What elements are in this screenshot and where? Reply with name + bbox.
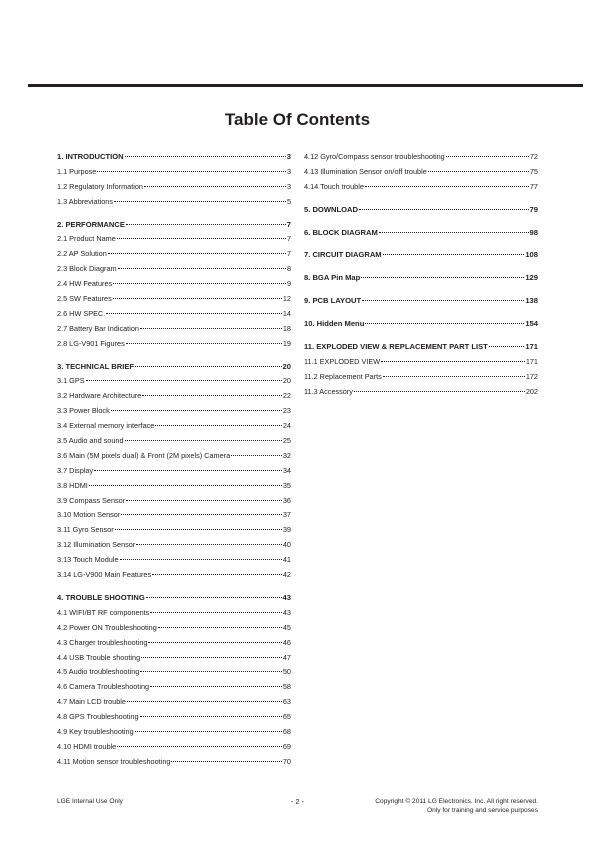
toc-entry-page: 7 bbox=[286, 234, 291, 244]
toc-entry-page: 3 bbox=[286, 166, 291, 176]
toc-subsection-entry[interactable] bbox=[57, 695, 291, 710]
dot-leader bbox=[489, 346, 525, 347]
toc-subsection-entry[interactable] bbox=[57, 449, 291, 464]
toc-entry-label: 2.1 Product Name bbox=[57, 234, 116, 244]
dot-leader bbox=[359, 209, 529, 210]
toc-subsection-entry[interactable] bbox=[57, 710, 291, 725]
toc-entry-page: 8 bbox=[286, 264, 291, 274]
toc-subsection-entry[interactable] bbox=[57, 232, 291, 247]
dot-leader bbox=[365, 323, 524, 324]
toc-entry-label: 9. PCB LAYOUT bbox=[304, 296, 362, 306]
toc-entry-page: 108 bbox=[525, 250, 538, 260]
toc-left-column bbox=[57, 150, 291, 770]
toc-entry-label: 4.4 USB Trouble shooting bbox=[57, 652, 141, 662]
toc-entry-label: 4.5 Audio troubleshooting bbox=[57, 667, 140, 677]
toc-entry-label: 2.5 SW Features bbox=[57, 294, 112, 304]
toc-subsection-entry[interactable] bbox=[57, 374, 291, 389]
dot-leader bbox=[231, 455, 282, 456]
toc-entry-label: 11.1 EXPLODED VIEW bbox=[304, 356, 381, 366]
footer-copyright bbox=[375, 797, 538, 815]
toc-subsection-entry[interactable] bbox=[304, 150, 538, 165]
toc-section-entry[interactable] bbox=[57, 150, 291, 165]
dot-leader bbox=[381, 361, 525, 362]
dot-leader bbox=[150, 686, 282, 687]
toc-entry-page: 5 bbox=[286, 196, 291, 206]
toc-entry-page: 35 bbox=[282, 480, 291, 490]
toc-subsection-entry[interactable] bbox=[57, 508, 291, 523]
toc-entry-page: 3 bbox=[286, 181, 291, 191]
toc-entry-label: 3.1 GPS bbox=[57, 376, 85, 386]
dot-leader bbox=[117, 746, 282, 747]
toc-entry-page: 202 bbox=[525, 386, 538, 396]
dot-leader bbox=[135, 366, 281, 367]
dot-leader bbox=[89, 485, 282, 486]
toc-subsection-entry[interactable] bbox=[57, 725, 291, 740]
toc-entry-page: 63 bbox=[282, 697, 291, 707]
toc-entry-page: 34 bbox=[282, 465, 291, 475]
dot-leader bbox=[383, 376, 525, 377]
toc-subsection-entry[interactable] bbox=[57, 337, 291, 352]
toc-entry-page: 20 bbox=[282, 361, 291, 371]
dot-leader bbox=[354, 391, 525, 392]
toc-subsection-entry[interactable] bbox=[57, 740, 291, 755]
dot-leader bbox=[125, 156, 286, 157]
toc-entry-label: 2.6 HW SPEC. bbox=[57, 308, 106, 318]
toc-entry-page: 46 bbox=[282, 637, 291, 647]
toc-entry-page: 40 bbox=[282, 540, 291, 550]
dot-leader bbox=[155, 425, 282, 426]
toc-entry-label: 3.4 External memory interface bbox=[57, 421, 155, 431]
toc-subsection-entry[interactable] bbox=[57, 636, 291, 651]
toc-entry-label: 4.14 Touch trouble bbox=[304, 181, 364, 191]
dot-leader bbox=[94, 470, 282, 471]
dot-leader bbox=[97, 171, 286, 172]
toc-entry-label: 4.13 Illumination Sensor on/off trouble bbox=[304, 166, 427, 176]
toc-entry-page: 172 bbox=[525, 371, 538, 381]
toc-subsection-entry[interactable] bbox=[57, 651, 291, 666]
toc-entry-page: 41 bbox=[282, 555, 291, 565]
toc-entry-label: 1.3 Abbreviations bbox=[57, 196, 113, 206]
toc-entry-page: 43 bbox=[282, 592, 291, 602]
toc-entry-label: 4.9 Key troubleshooting bbox=[57, 726, 134, 736]
toc-subsection-entry[interactable] bbox=[57, 292, 291, 307]
toc-section-entry[interactable] bbox=[304, 226, 538, 241]
dot-leader bbox=[135, 731, 282, 732]
toc-section-entry[interactable] bbox=[304, 271, 538, 286]
dot-leader bbox=[113, 283, 286, 284]
dot-leader bbox=[146, 597, 282, 598]
toc-entry-label: 3.7 Display bbox=[57, 465, 94, 475]
toc-section-entry[interactable] bbox=[304, 248, 538, 263]
toc-entry-label: 4.12 Gyro/Compass sensor troubleshooting bbox=[304, 152, 445, 161]
toc-section-entry[interactable] bbox=[57, 360, 291, 375]
toc-subsection-entry[interactable] bbox=[57, 755, 291, 770]
toc-entry-page: 36 bbox=[282, 495, 291, 505]
toc-section-entry[interactable] bbox=[57, 591, 291, 606]
dot-leader bbox=[141, 657, 282, 658]
dot-leader bbox=[150, 612, 282, 613]
toc-entry-page: 77 bbox=[529, 181, 538, 191]
page-title: Table Of Contents bbox=[224, 110, 371, 129]
dot-leader bbox=[148, 642, 281, 643]
dot-leader bbox=[446, 156, 529, 157]
toc-subsection-entry[interactable] bbox=[57, 538, 291, 553]
toc-entry-page: 32 bbox=[282, 450, 291, 460]
dot-leader bbox=[144, 186, 286, 187]
toc-entry-label: 1.2 Regulatory Information bbox=[57, 181, 143, 191]
toc-entry-page: 98 bbox=[529, 227, 538, 237]
toc-subsection-entry[interactable] bbox=[57, 419, 291, 434]
toc-subsection-entry[interactable] bbox=[57, 568, 291, 583]
dot-leader bbox=[113, 298, 282, 299]
dot-leader bbox=[127, 701, 282, 702]
toc-entry-label: 2.8 LG-V901 Figures bbox=[57, 338, 125, 348]
toc-entry-page: 18 bbox=[282, 323, 291, 333]
toc-entry-label: 4.11 Motion sensor troubleshooting bbox=[57, 756, 171, 766]
usage-note: Only for training and service purposes bbox=[426, 807, 538, 814]
toc-entry-label: 2.2 AP Solution bbox=[57, 249, 107, 259]
toc-entry-label: 3.6 Main (5M pixels dual) & Front (2M pixels) Camera bbox=[57, 450, 231, 460]
dot-leader bbox=[111, 410, 282, 411]
toc-entry-page: 75 bbox=[529, 166, 538, 176]
dot-leader bbox=[108, 253, 286, 254]
toc-entry-label: 4.7 Main LCD trouble bbox=[57, 697, 126, 707]
toc-entry-page: 19 bbox=[282, 338, 291, 348]
dot-leader bbox=[86, 380, 282, 381]
top-rule bbox=[28, 84, 583, 87]
toc-subsection-entry[interactable] bbox=[57, 247, 291, 262]
toc-subsection-entry[interactable] bbox=[57, 665, 291, 680]
toc-entry-label: 4.6 Camera Troubleshooting bbox=[57, 682, 150, 692]
toc-subsection-entry[interactable] bbox=[57, 621, 291, 636]
toc-entry-page: 138 bbox=[525, 296, 538, 306]
toc-entry-label: 4.3 Charger troubleshooting bbox=[57, 637, 148, 647]
toc-subsection-entry[interactable] bbox=[57, 434, 291, 449]
toc-entry-page: 72 bbox=[529, 152, 538, 161]
toc-entry-page: 37 bbox=[282, 510, 291, 520]
toc-entry-label: 3.5 Audio and sound bbox=[57, 436, 124, 446]
toc-entry-label: 3.11 Gyro Sensor bbox=[57, 525, 114, 535]
toc-entry-label: 4.1 WIFI/BT RF components bbox=[57, 607, 150, 617]
toc-subsection-entry[interactable] bbox=[304, 355, 538, 370]
toc-entry-page: 70 bbox=[282, 756, 291, 766]
toc-entry-page: 7 bbox=[286, 249, 291, 259]
toc-entry-label: 1. INTRODUCTION bbox=[57, 152, 124, 161]
toc-entry-label: 4.8 GPS Troubleshooting bbox=[57, 712, 139, 722]
toc-entry-label: 2.3 Block Diagram bbox=[57, 264, 117, 274]
toc-right-column bbox=[304, 150, 538, 400]
toc-entry-page: 42 bbox=[282, 570, 291, 580]
toc-entry-page: 129 bbox=[525, 273, 538, 283]
toc-entry-label: 8. BGA Pin Map bbox=[304, 273, 361, 283]
toc-subsection-entry[interactable] bbox=[304, 180, 538, 195]
toc-section-entry[interactable] bbox=[304, 294, 538, 309]
toc-subsection-entry[interactable] bbox=[57, 404, 291, 419]
dot-leader bbox=[125, 440, 282, 441]
toc-entry-page: 23 bbox=[282, 406, 291, 416]
toc-section-entry[interactable] bbox=[304, 203, 538, 218]
dot-leader bbox=[118, 268, 286, 269]
toc-entry-page: 14 bbox=[282, 308, 291, 318]
toc-entry-label: 3.14 LG-V900 Main Features bbox=[57, 570, 152, 580]
toc-entry-label: 11. EXPLODED VIEW & REPLACEMENT PART LIST bbox=[304, 342, 488, 352]
toc-subsection-entry[interactable] bbox=[57, 553, 291, 568]
toc-entry-label: 3.9 Compass Sensor bbox=[57, 495, 126, 505]
toc-subsection-entry[interactable] bbox=[304, 165, 538, 180]
toc-entry-page: 9 bbox=[286, 279, 291, 289]
dot-leader bbox=[142, 395, 282, 396]
toc-subsection-entry[interactable] bbox=[57, 606, 291, 621]
dot-leader bbox=[136, 544, 282, 545]
dot-leader bbox=[140, 716, 282, 717]
dot-leader bbox=[379, 232, 529, 233]
toc-subsection-entry[interactable] bbox=[57, 389, 291, 404]
toc-entry-label: 3.13 Touch Module bbox=[57, 555, 119, 565]
toc-subsection-entry[interactable] bbox=[57, 180, 291, 195]
toc-entry-label: 3.3 Power Block bbox=[57, 406, 110, 416]
toc-subsection-entry[interactable] bbox=[57, 322, 291, 337]
toc-entry-page: 39 bbox=[282, 525, 291, 535]
toc-entry-label: 7. CIRCUIT DIAGRAM bbox=[304, 250, 382, 260]
dot-leader bbox=[115, 529, 282, 530]
dot-leader bbox=[126, 500, 282, 501]
toc-entry-page: 25 bbox=[282, 436, 291, 446]
toc-entry-label: 10. Hidden Menu bbox=[304, 319, 365, 329]
toc-entry-label: 3.2 Hardware Architecture bbox=[57, 391, 142, 401]
dot-leader bbox=[158, 627, 282, 628]
dot-leader bbox=[114, 201, 286, 202]
dot-leader bbox=[152, 574, 282, 575]
dot-leader bbox=[117, 238, 286, 239]
dot-leader bbox=[140, 328, 282, 329]
dot-leader bbox=[121, 514, 282, 515]
toc-entry-page: 65 bbox=[282, 712, 291, 722]
dot-leader bbox=[140, 671, 282, 672]
toc-entry-page: 171 bbox=[525, 356, 538, 366]
toc-entry-page: 68 bbox=[282, 726, 291, 736]
toc-subsection-entry[interactable] bbox=[57, 195, 291, 210]
toc-entry-page: 58 bbox=[282, 682, 291, 692]
toc-entry-label: 4. TROUBLE SHOOTING bbox=[57, 592, 145, 602]
toc-entry-label: 4.2 Power ON Troubleshooting bbox=[57, 622, 157, 632]
toc-entry-page: 154 bbox=[525, 319, 538, 329]
toc-entry-label: 2.4 HW Features bbox=[57, 279, 113, 289]
toc-entry-page: 24 bbox=[282, 421, 291, 431]
toc-section-entry[interactable] bbox=[57, 218, 291, 233]
toc-subsection-entry[interactable] bbox=[57, 479, 291, 494]
toc-entry-page: 69 bbox=[282, 741, 291, 751]
toc-entry-label: 4.10 HDMI trouble bbox=[57, 741, 117, 751]
dot-leader bbox=[365, 186, 529, 187]
toc-entry-label: 3.12 Illumination Sensor bbox=[57, 540, 136, 550]
dot-leader bbox=[428, 171, 529, 172]
toc-entry-page: 22 bbox=[282, 391, 291, 401]
toc-entry-page: 45 bbox=[282, 622, 291, 632]
toc-entry-page: 171 bbox=[525, 342, 538, 352]
toc-subsection-entry[interactable] bbox=[57, 307, 291, 322]
toc-entry-page: 43 bbox=[282, 607, 291, 617]
toc-entry-label: 1.1 Purpose bbox=[57, 166, 97, 176]
dot-leader bbox=[106, 313, 282, 314]
toc-section-entry[interactable] bbox=[304, 317, 538, 332]
toc-entry-label: 11.2 Replacement Parts bbox=[304, 371, 382, 381]
footer-left: LGE Internal Use Only bbox=[57, 798, 123, 805]
copyright-line: Copyright © 2011 LG Electronics. Inc. All right reserved. bbox=[375, 798, 538, 805]
dot-leader bbox=[361, 277, 524, 278]
toc-subsection-entry[interactable] bbox=[57, 262, 291, 277]
dot-leader bbox=[126, 224, 286, 225]
toc-entry-page: 50 bbox=[282, 667, 291, 677]
toc-subsection-entry[interactable] bbox=[57, 277, 291, 292]
toc-entry-label: 3.8 HDMI bbox=[57, 480, 88, 490]
toc-entry-label: 2.7 Battery Bar Indication bbox=[57, 323, 139, 333]
toc-subsection-entry[interactable] bbox=[304, 370, 538, 385]
toc-entry-label: 2. PERFORMANCE bbox=[57, 219, 125, 229]
toc-entry-page: 12 bbox=[282, 294, 291, 304]
toc-subsection-entry[interactable] bbox=[304, 385, 538, 400]
dot-leader bbox=[120, 559, 282, 560]
toc-section-entry[interactable] bbox=[304, 340, 538, 355]
toc-entry-label: 3. TECHNICAL BRIEF bbox=[57, 361, 135, 371]
toc-subsection-entry[interactable] bbox=[57, 680, 291, 695]
toc-subsection-entry[interactable] bbox=[57, 165, 291, 180]
dot-leader bbox=[171, 761, 281, 762]
toc-entry-label: 6. BLOCK DIAGRAM bbox=[304, 227, 378, 237]
dot-leader bbox=[383, 254, 525, 255]
toc-entry-label: 3.10 Motion Sensor bbox=[57, 510, 121, 520]
page-number: - 2 - bbox=[290, 797, 305, 806]
toc-entry-page: 7 bbox=[286, 219, 291, 229]
toc-entry-page: 47 bbox=[282, 652, 291, 662]
toc-subsection-entry[interactable] bbox=[57, 523, 291, 538]
toc-entry-page: 79 bbox=[529, 204, 538, 214]
toc-entry-label: 11.3 Accessory bbox=[304, 386, 353, 396]
toc-subsection-entry[interactable] bbox=[57, 494, 291, 509]
toc-entry-page: 3 bbox=[286, 152, 291, 161]
toc-subsection-entry[interactable] bbox=[57, 464, 291, 479]
dot-leader bbox=[126, 343, 282, 344]
toc-entry-label: 5. DOWNLOAD bbox=[304, 204, 358, 214]
dot-leader bbox=[362, 300, 524, 301]
toc-entry-page: 20 bbox=[282, 376, 291, 386]
